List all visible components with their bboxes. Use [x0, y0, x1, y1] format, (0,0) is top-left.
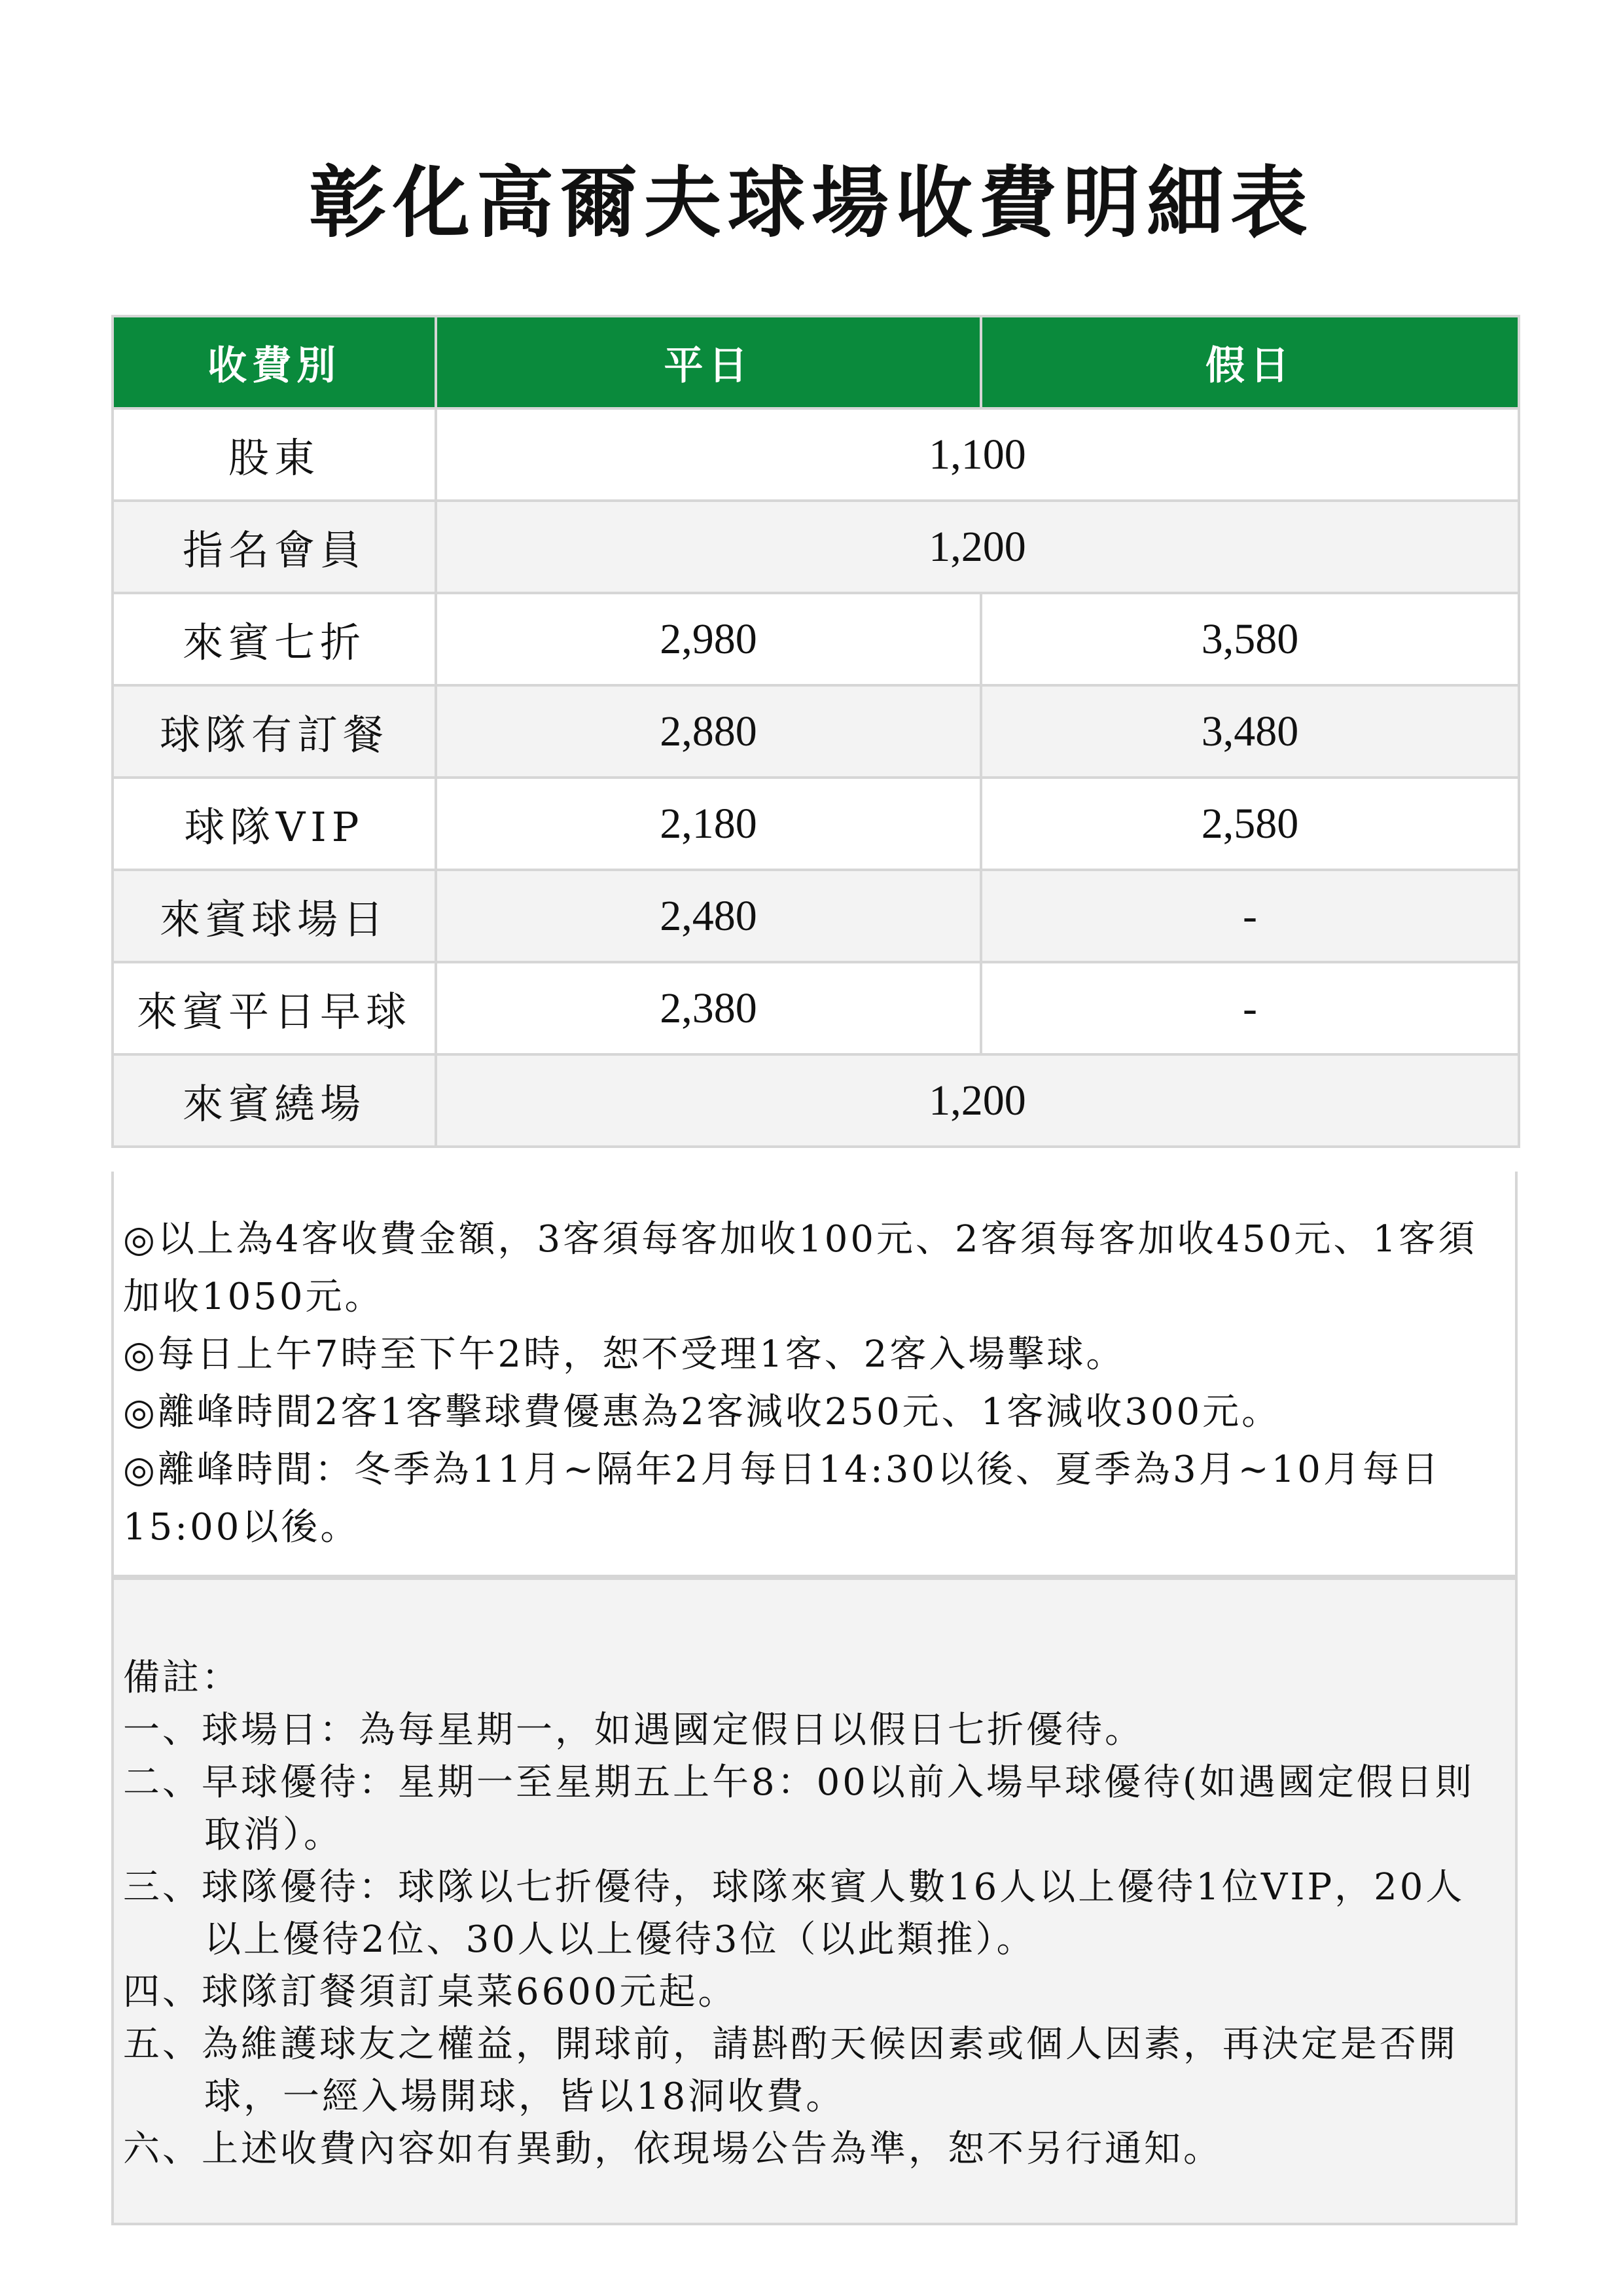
remarks-heading: 備註：	[123, 1657, 241, 1699]
remark-item: 五、為維護球友之權益，開球前，請斟酌天候因素或個人因素，再決定是否開球，一經入場開球，皆以18洞收費。	[123, 2023, 1458, 2118]
header-category: 收費別	[113, 316, 436, 408]
row-price-holiday: -	[981, 962, 1519, 1054]
row-category: 來賓平日早球	[113, 962, 436, 1054]
table-row	[113, 870, 1519, 962]
remark-item: 三、球隊優待：球隊以七折優待，球隊來賓人數16人以上優待1位VIP，20人以上優待2位、30人以上優待3位（以此類推）。	[123, 1866, 1465, 1961]
header-weekday: 平日	[436, 316, 981, 408]
page-title: 彰化高爾夫球場收費明細表	[308, 157, 1314, 248]
table-header-row	[113, 316, 1519, 408]
row-category: 球隊VIP	[113, 778, 436, 870]
row-category: 球隊有訂餐	[113, 685, 436, 778]
row-price-holiday: 3,480	[981, 685, 1519, 778]
row-price-holiday: -	[981, 870, 1519, 962]
row-category: 來賓球場日	[113, 870, 436, 962]
row-price-merged: 1,200	[436, 1054, 1519, 1147]
fee-table	[111, 315, 1520, 1148]
row-price-weekday: 2,880	[436, 685, 981, 778]
row-category: 指名會員	[113, 501, 436, 593]
row-price-weekday: 2,980	[436, 593, 981, 685]
note-line: ◎以上為4客收費金額，3客須每客加收100元、2客須每客加收450元、1客須加收1050元。	[123, 1218, 1478, 1318]
row-price-weekday: 2,480	[436, 870, 981, 962]
remark-item: 二、早球優待：星期一至星期五上午8：00以前入場早球優待(如遇國定假日則取消）。	[123, 1761, 1474, 1856]
row-price-holiday: 2,580	[981, 778, 1519, 870]
row-category: 股東	[113, 408, 436, 501]
row-price-merged: 1,200	[436, 501, 1519, 593]
row-category: 來賓七折	[113, 593, 436, 685]
table-row	[113, 408, 1519, 501]
note-line: ◎每日上午7時至下午2時，恕不受理1客、2客入場擊球。	[123, 1333, 1126, 1376]
note-line: ◎離峰時間：冬季為11月~隔年2月每日14:30以後、夏季為3月~10月每日15:00以後。	[123, 1448, 1441, 1549]
note-line: ◎離峰時間2客1客擊球費優惠為2客減收250元、1客減收300元。	[123, 1391, 1281, 1433]
table-row	[113, 962, 1519, 1054]
remark-item: 六、上述收費內容如有異動，依現場公告為準，恕不另行通知。	[123, 2128, 1222, 2170]
header-holiday: 假日	[981, 316, 1519, 408]
remark-item: 四、球隊訂餐須訂桌菜6600元起。	[123, 1971, 738, 2013]
row-price-weekday: 2,380	[436, 962, 981, 1054]
table-row	[113, 501, 1519, 593]
fee-notes	[111, 1172, 1518, 1577]
row-price-holiday: 3,580	[981, 593, 1519, 685]
row-price-weekday: 2,180	[436, 778, 981, 870]
table-row	[113, 778, 1519, 870]
table-row	[113, 593, 1519, 685]
remark-item: 一、球場日：為每星期一，如遇國定假日以假日七折優待。	[123, 1709, 1144, 1751]
remarks-section	[111, 1577, 1518, 2225]
table-row	[113, 1054, 1519, 1147]
row-category: 來賓繞場	[113, 1054, 436, 1147]
table-row	[113, 685, 1519, 778]
row-price-merged: 1,100	[436, 408, 1519, 501]
